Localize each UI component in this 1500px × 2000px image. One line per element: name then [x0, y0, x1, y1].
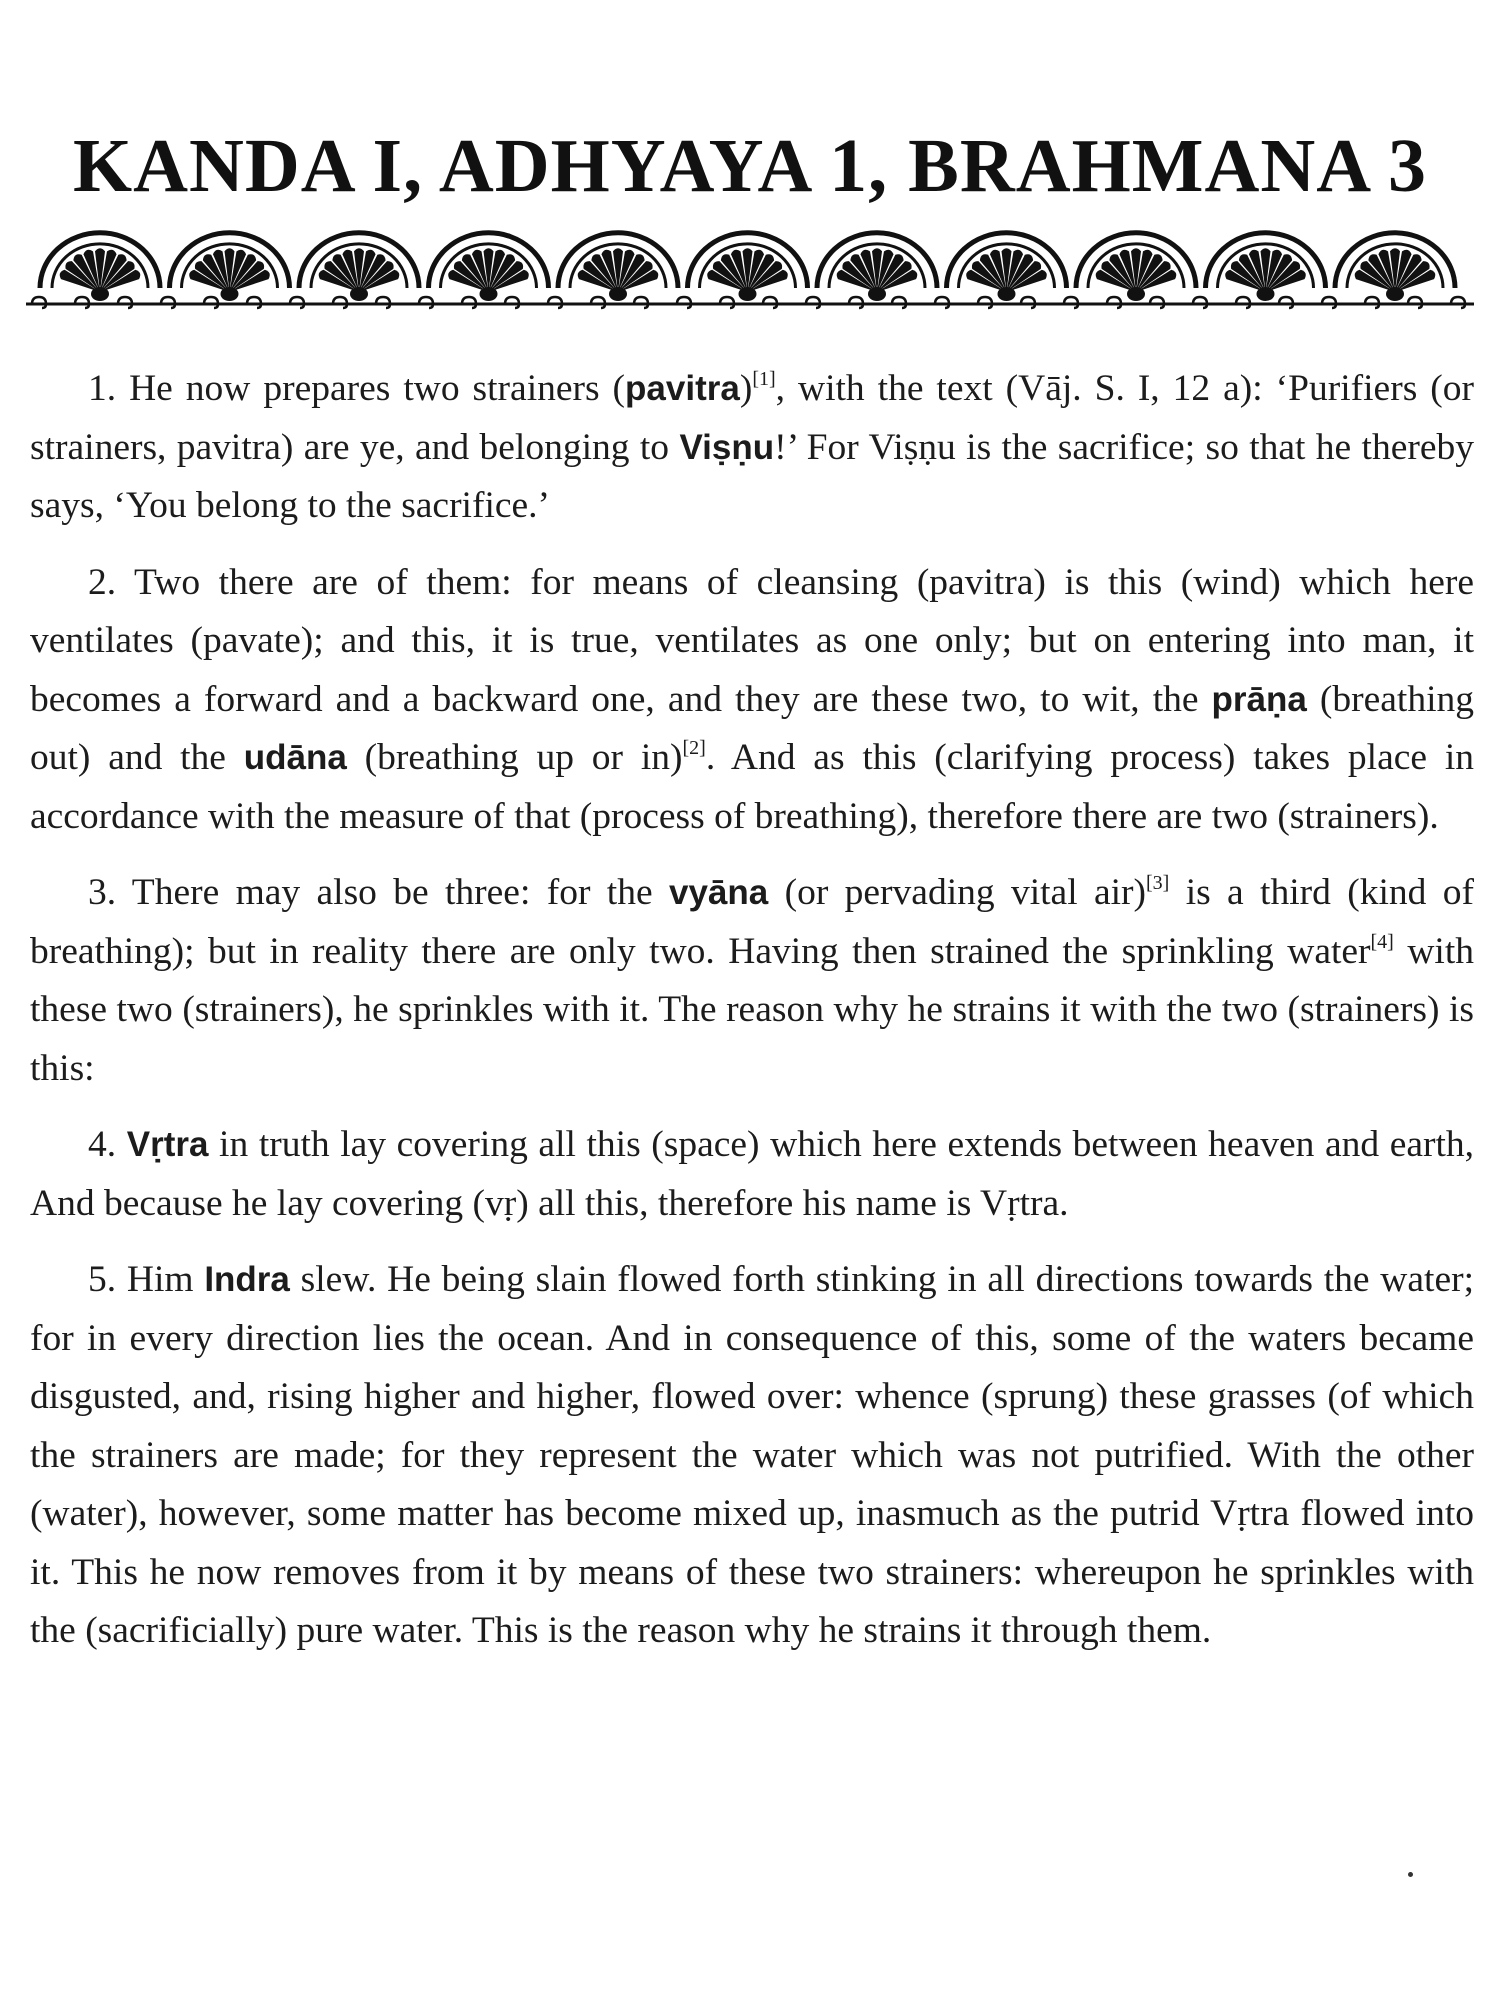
paragraph-5 [30, 1251, 1474, 1661]
paragraph-text: in truth lay covering all this (space) which here extends between heaven and earth, And because he lay covering (vṛ) all this, therefore his name is Vṛtra. [30, 1124, 1475, 1224]
paragraph-4 [30, 1116, 1474, 1233]
bold-term: Vṛtra [126, 1125, 209, 1164]
bold-term: pavitra [625, 369, 740, 408]
bold-term: udāna [243, 738, 347, 777]
paragraph-text: ) [739, 368, 753, 409]
palmette-fan [1076, 233, 1196, 301]
ink-speck [1408, 1872, 1413, 1877]
palmette-fan [817, 233, 937, 301]
paragraph-text: 3. There may also be three: for the [88, 872, 669, 913]
paragraph-3 [30, 864, 1474, 1098]
paragraph-2 [30, 554, 1474, 847]
bold-term: Viṣṇu [679, 427, 775, 467]
bold-term: Indra [204, 1260, 290, 1299]
palmette-fan [1206, 233, 1326, 301]
paragraph-text: 5. Him [88, 1259, 205, 1300]
palmette-fan [688, 233, 808, 301]
paragraph-text: (or pervading vital air) [768, 872, 1147, 913]
paragraph-1 [30, 360, 1474, 536]
footnote-ref: [2] [682, 737, 706, 759]
paragraph-text: slew. He being slain flowed forth stinking in all directions towards the water; for in every direction lies the ocean. And in consequence of this, some of the waters became disgusted, and, rising higher and higher, flowed over: whence (sprung) these grasses (of which the strainers are made; for they represent the water which was not putrified. With the other (water), however, some matter has become mixed up, inasmuch as the putrid Vṛtra flowed into it. This he now removes from it by means of these two strainers: whereupon he sprinkles with the (sacrificially) pure water. This is the reason why he strains it through them. [30, 1259, 1474, 1651]
paragraph-text: . And as this (clarifying process) takes place in accordance with the measure of that (process of breathing), therefore there are two (strainers). [30, 737, 1474, 837]
palmette-fan [1335, 233, 1455, 301]
page-title: KANDA I, ADHYAYA 1, BRAHMANA 3 [73, 124, 1427, 208]
palmette-fan [947, 233, 1067, 301]
footnote-ref: [1] [752, 368, 776, 390]
palmette-fan [40, 233, 160, 301]
palmette-fan [429, 233, 549, 301]
paragraph-text: !’ For Viṣṇu is the sacrifice; so that he thereby says, ‘You belong to the sacrifice.’ [30, 426, 1475, 526]
palmette-fan [299, 233, 419, 301]
palmette-fan [170, 233, 290, 301]
paragraph-text: (breathing out) and the [30, 678, 1474, 778]
palmette-fan [558, 233, 678, 301]
bold-term: prāṇa [1211, 679, 1307, 719]
fan-palmette-border-icon [18, 200, 1482, 315]
body-text [30, 360, 1474, 1679]
paragraph-text: 2. Two there are of them: for means of cleansing (pavitra) is this (wind) which here ventilates (pavate); and this, it is true, ventilates as one only; but on entering into man, it becomes a forward and a backward one, and they are these two, to wit, the [30, 561, 1474, 720]
paragraph-text: (breathing up or in) [346, 737, 683, 778]
paragraph-text: 4. [88, 1124, 127, 1165]
paragraph-text: is a third (kind of breathing); but in reality there are only two. Having then strained the sprinkling water [30, 872, 1474, 972]
paragraph-text: with these two (strainers), he sprinkles with it. The reason why he strains it with the two (strainers) is this: [30, 930, 1474, 1089]
bold-term: vyāna [668, 873, 769, 912]
paragraph-text: 1. He now prepares two strainers ( [88, 368, 626, 409]
footnote-ref: [3] [1146, 872, 1170, 894]
paragraph-text: , with the text (Vāj. S. I, 12 a): ‘Purifiers (or strainers, pavitra) are ye, and belonging to [30, 368, 1474, 468]
footnote-ref: [4] [1370, 930, 1394, 953]
